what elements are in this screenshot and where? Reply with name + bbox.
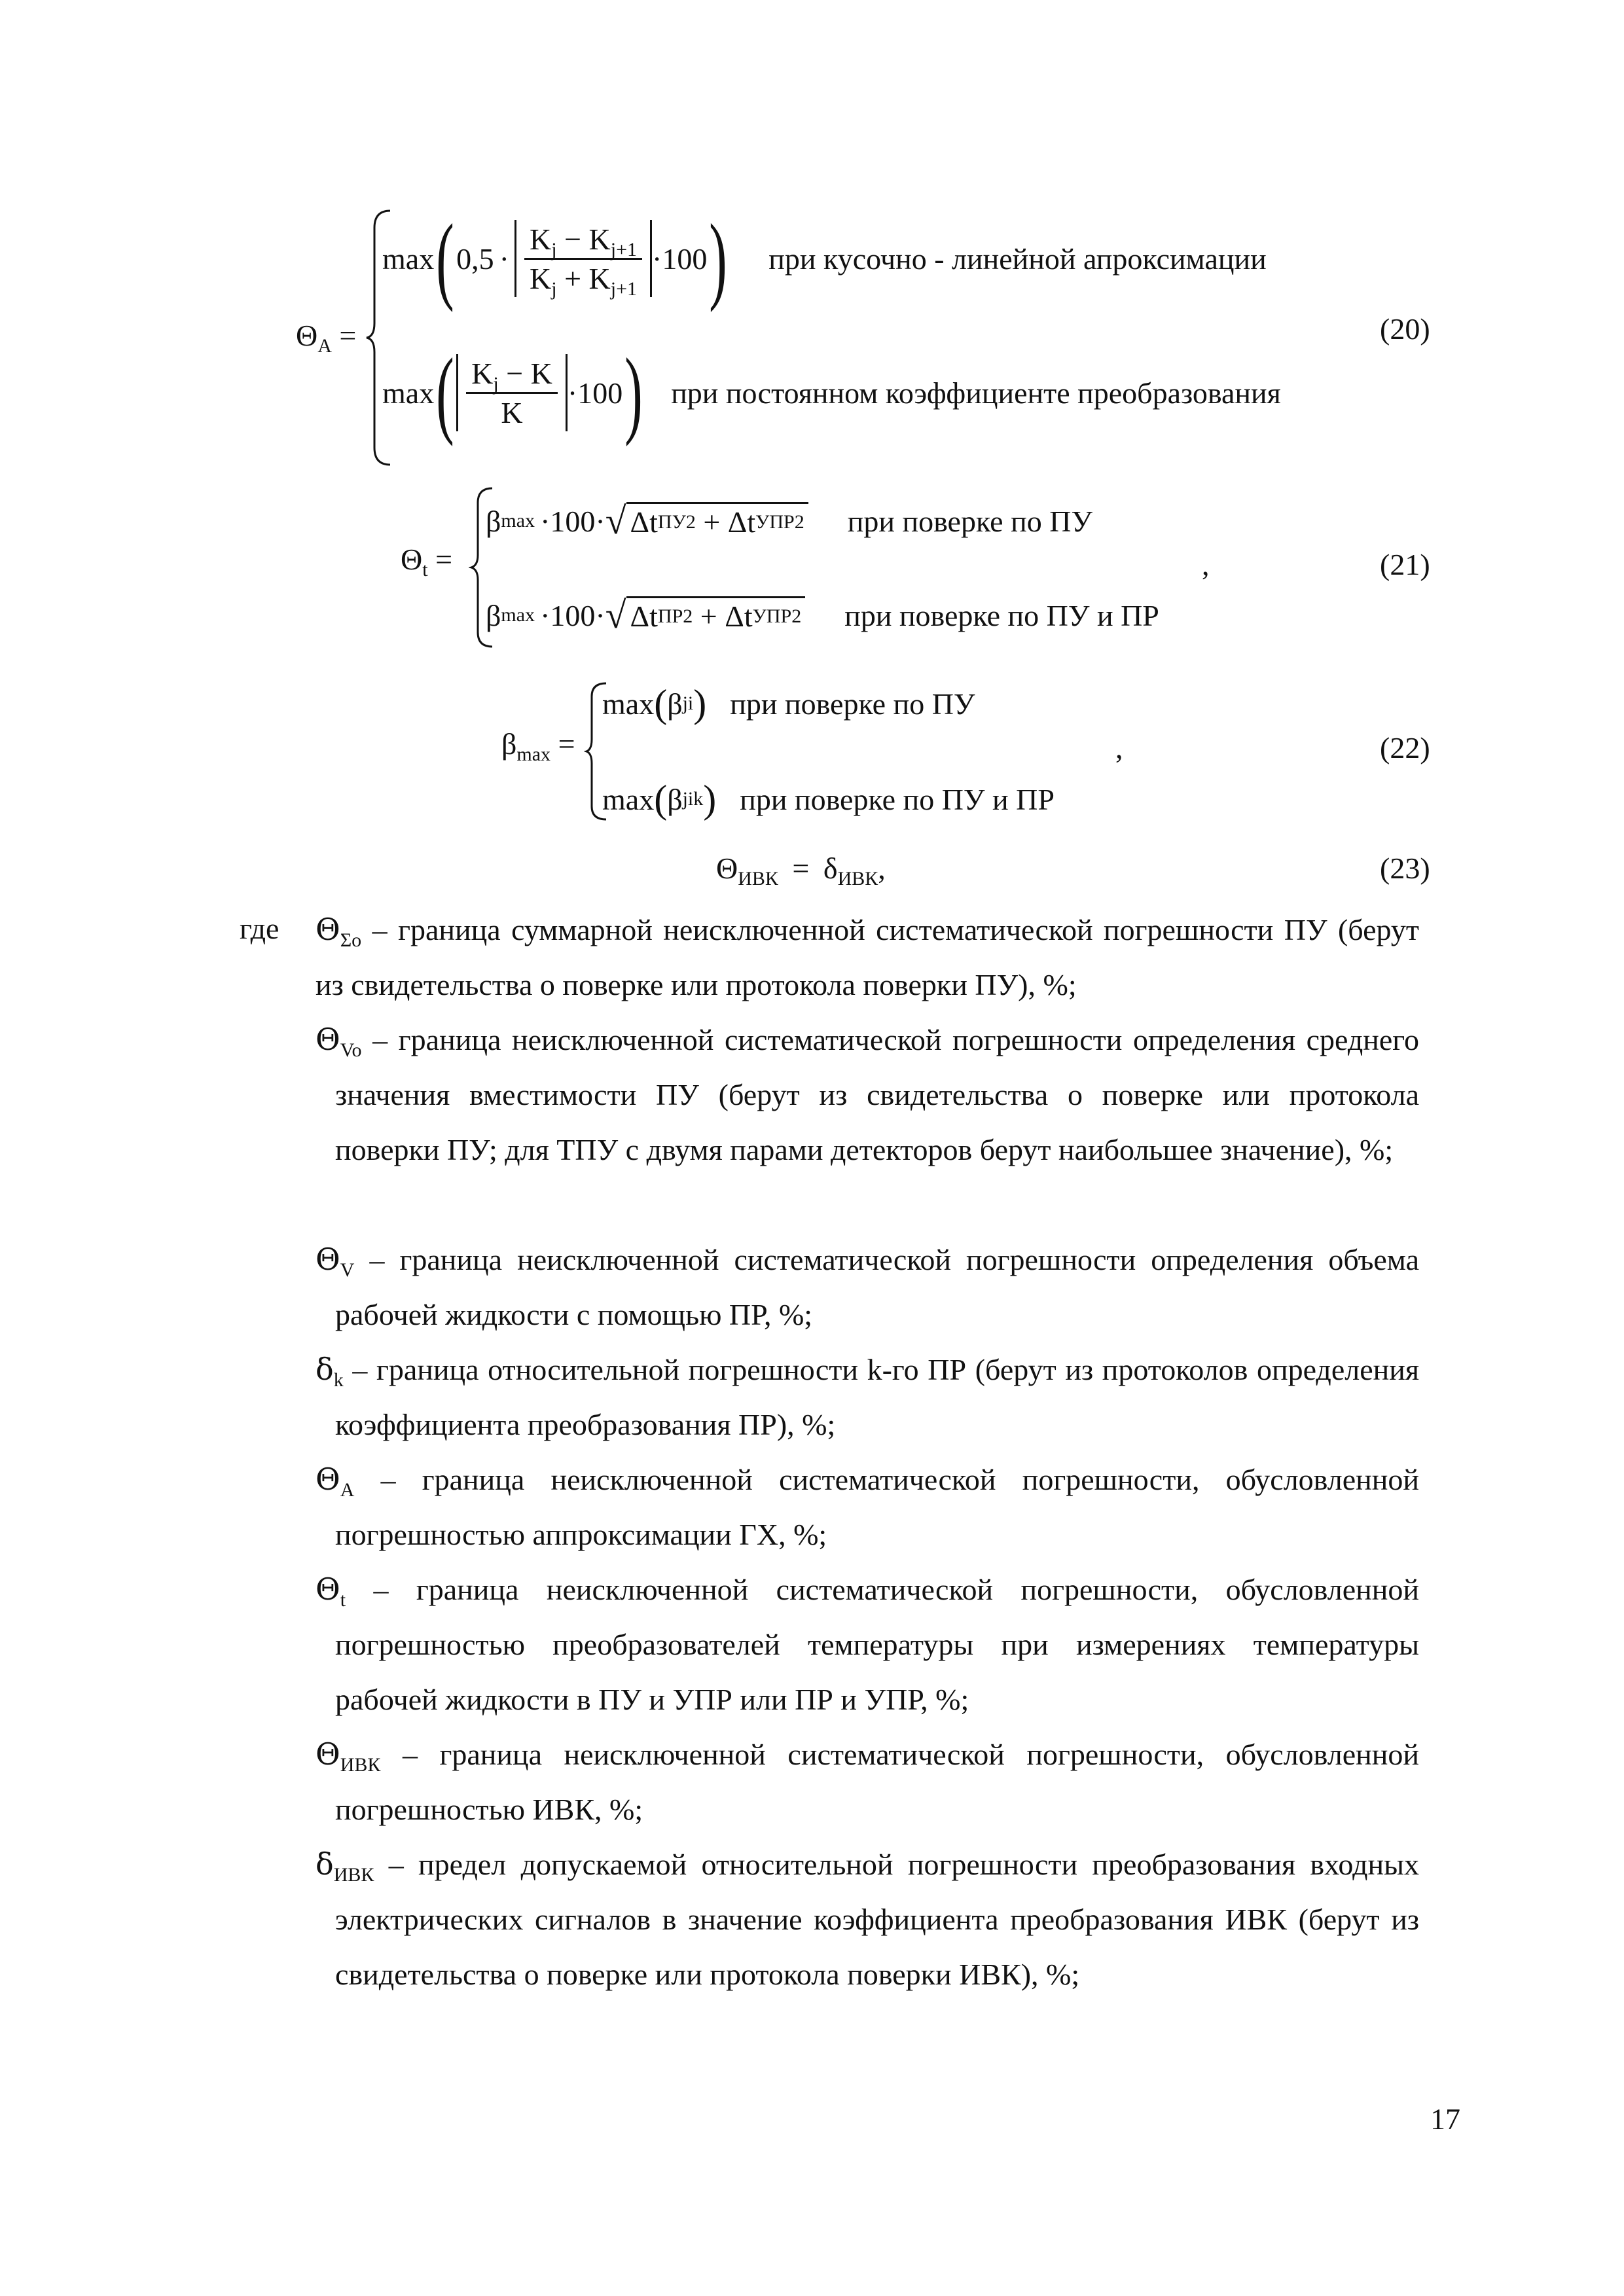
eq22-comma: ,	[1115, 731, 1123, 764]
eq22-row1: max ( β ji ) при поверке по ПУ	[602, 682, 975, 725]
definition-item: $\delta_{ИВК}$ – предел допускаемой относительной погрешности преобразования входных электрических сигналов в значение коэффициента преобразования ИВК (берут из свидетельства о поверке или протокола поверки ИВК), %;	[316, 1846, 1419, 1991]
definition-item: $\Theta_t$ – граница неисключенной систематической погрешности, обусловленной погрешностью преобразователей температуры при измерениях температуры рабочей жидкости в ПУ и УПР или ПР и УПР, %;	[316, 1571, 1420, 1716]
eq20-row2-fraction: $\frac{K_j - K}{K}$	[466, 356, 558, 430]
eq20-number: (20)	[1380, 312, 1430, 346]
eq22-row2: max ( β jik ) при поверке по ПУ и ПР	[602, 778, 1055, 821]
eq21-row1-sqrt: √ Δt ПУ 2 + Δt УПР 2	[605, 502, 808, 540]
definition-item: $\Theta_{ИВК}$ – граница неисключенной систематической погрешности, обусловленной погрешностью ИВК, %;	[316, 1736, 1420, 1826]
eq21-row2-condition: при поверке по ПУ и ПР	[844, 598, 1159, 632]
eq20-row1-max: max	[382, 242, 435, 276]
eq21-row2: β max ·100· √ Δt ПР 2 + Δt УПР 2 при поверке по ПУ и ПР	[486, 594, 1159, 636]
eq23-number: (23)	[1380, 852, 1430, 885]
eq21-row1-condition: при поверке по ПУ	[847, 504, 1092, 538]
eq20-row2-abs	[456, 354, 568, 431]
where-word: где	[240, 912, 280, 945]
eq22-number: (22)	[1380, 731, 1430, 764]
definition-item: $\delta_k$ – граница относительной погрешности k-го ПР (берут из протоколов определения коэффициента преобразования ПР), %;	[316, 1352, 1419, 1441]
eq22-row2-condition: при поверке по ПУ и ПР	[740, 782, 1055, 816]
eq22-row1-condition: при поверке по ПУ	[730, 687, 975, 721]
eq21-number: (21)	[1380, 548, 1430, 581]
eq20-row1-condition: при кусочно - линейной апроксимации	[768, 242, 1267, 276]
eq21-lhs: $\Theta_t$ =	[401, 543, 453, 581]
eq20-row2: max ( $\frac{K_j - K}{K}$ ·100 ) при постоянном коэффициенте преобразования	[382, 338, 1281, 447]
page-number: 17	[1430, 2102, 1460, 2136]
definition-item: $\Theta_V$ – граница неисключенной систематической погрешности определения объема рабочей жидкости с помощью ПР, %;	[316, 1242, 1419, 1331]
eq20-row1: max ( 0,5 · $\frac{K_j - K_{j+1}}{K_j + K_{j+1}}$ ·100 ) при кусочно - линейной апроксимации	[382, 204, 1267, 313]
definition-item: $\Theta_A$ – граница неисключенной систематической погрешности, обусловленной погрешностью аппроксимации ГХ, %;	[316, 1462, 1419, 1551]
eq20-row2-condition: при постоянном коэффициенте преобразования	[671, 376, 1281, 410]
eq21-row1: β max ·100· √ Δt ПУ 2 + Δt УПР 2 при поверке по ПУ	[486, 499, 1092, 542]
eq22-lhs: $\beta_{max}$ =	[501, 727, 575, 766]
definition-item: $\Theta_{\Sigma o}$ – граница суммарной неисключенной систематической погрешности ПУ (берут из свидетельства о поверке или протокола поверки ПУ), %;	[316, 912, 1419, 1001]
eq20-row1-abs	[514, 220, 652, 300]
eq20-lhs: $\Theta_A$ =	[296, 319, 357, 357]
eq20-row2-mult: ·100	[567, 376, 623, 410]
definition-item: $\Theta_{Vo}$ – граница неисключенной систематической погрешности определения среднего значения вместимости ПУ (берут из свидетельства о поверке или протокола поверки ПУ; для ТПУ с двумя парами детекторов берут наибольшее значение), %;	[316, 1022, 1419, 1166]
eq21-row2-sqrt: √ Δt ПР 2 + Δt УПР 2	[605, 596, 806, 634]
eq20-row1-fraction: $\frac{K_j - K_{j+1}}{K_j + K_{j+1}}$	[524, 222, 642, 296]
eq21-comma: ,	[1202, 548, 1210, 581]
eq20-row1-mult: ·100	[652, 242, 708, 276]
eq23-formula: $\Theta_{ИВК} = \delta_{ИВК}$,	[716, 852, 886, 890]
eq20-row2-max: max	[382, 376, 435, 410]
eq20-row1-coef: 0,5	[456, 242, 494, 276]
